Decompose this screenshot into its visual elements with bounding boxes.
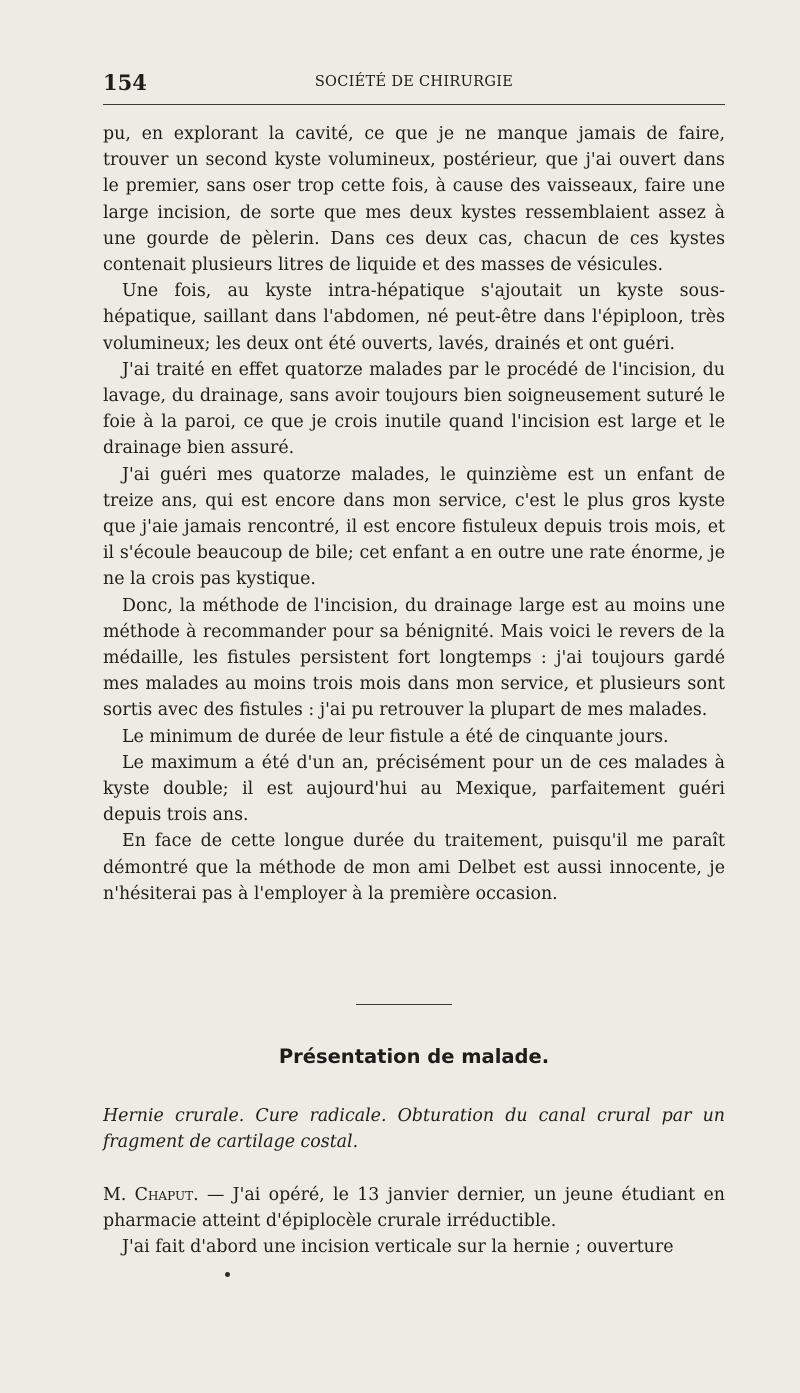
body-text: [103, 121, 725, 907]
paragraph: pu, en explorant la cavité, ce que je ne manque jamais de faire, trouver un second kyste volumineux, postérieur, que j'ai ouvert dans le premier, sans oser trop cette fois, à cause des vaisseaux, faire une large incision, de sorte que mes deux kystes ressemblaient assez à une gourde de pèlerin. Dans ces deux cas, chacun de ces kystes contenait plusieurs litres de liquide et des masses de vésicules.: [103, 124, 725, 276]
paragraph: Le maximum a été d'un an, précisément pour un de ces malades à kyste double; il est aujourd'hui au Mexique, parfaitement guéri depuis trois ans.: [103, 752, 725, 826]
page-number: 154: [103, 70, 147, 95]
running-head: SOCIÉTÉ DE CHIRURGIE: [314, 74, 514, 90]
paragraph: [103, 1182, 725, 1234]
speaker-text: — J'ai opéré, le 13 janvier dernier, un jeune étudiant en pharmacie atteint d'épiplocèle crurale irréductible.: [103, 1185, 725, 1232]
paragraph: J'ai guéri mes quatorze malades, le quinzième est un enfant de treize ans, qui est encore dans mon service, c'est le plus gros kyste que j'aie jamais rencontré, il est encore fistuleux depuis trois mois, et il s'écoule beaucoup de bile; cet enfant a en outre une rate énorme, je ne la crois pas kystique.: [103, 464, 725, 590]
header-rule: [103, 104, 725, 105]
paragraph: Une fois, au kyste intra-hépatique s'ajoutait un kyste sous-hépatique, saillant dans l'abdomen, né peut-être dans l'épiploon, très volumineux; les deux ont été ouverts, lavés, drainés et ont guéri.: [103, 281, 725, 354]
paragraph: J'ai fait d'abord une incision verticale sur la hernie ; ouverture: [122, 1237, 674, 1258]
paragraph: J'ai traité en effet quatorze malades par le procédé de l'incision, du lavage, du drainage, sans avoir toujours bien soigneusement suturé le foie à la paroi, ce que je crois inutile quand l'incision est large et le drainage bien assuré.: [103, 359, 725, 459]
page-header: [103, 70, 725, 94]
paragraph: Le minimum de durée de leur fistule a été de cinquante jours.: [122, 726, 669, 747]
section-separator: [356, 1004, 452, 1005]
paragraph: Donc, la méthode de l'incision, du drainage large est au moins une méthode à recommander pour sa bénignité. Mais voici le revers de la médaille, les fistules persistent fort longtemps : j'ai toujours gardé mes malades au moins trois mois dans mon service, et plusieurs sont sortis avec des fistules : j'ai pu retrouver la plupart de mes malades.: [103, 595, 725, 721]
section-body: [103, 1182, 725, 1261]
speaker-name: M. Chaput.: [103, 1185, 199, 1205]
section-title: Présentation de malade.: [278, 1045, 550, 1068]
paragraph: En face de cette longue durée du traitement, puisqu'il me paraît démontré que la méthode de mon ami Delbet est aussi innocente, je n'hésiterai pas à l'employer à la première occasion.: [103, 831, 725, 904]
ink-mark: [225, 1272, 230, 1277]
case-subhead: Hernie crurale. Cure radicale. Obturation du canal crural par un fragment de cartilage costal.: [103, 1106, 725, 1153]
